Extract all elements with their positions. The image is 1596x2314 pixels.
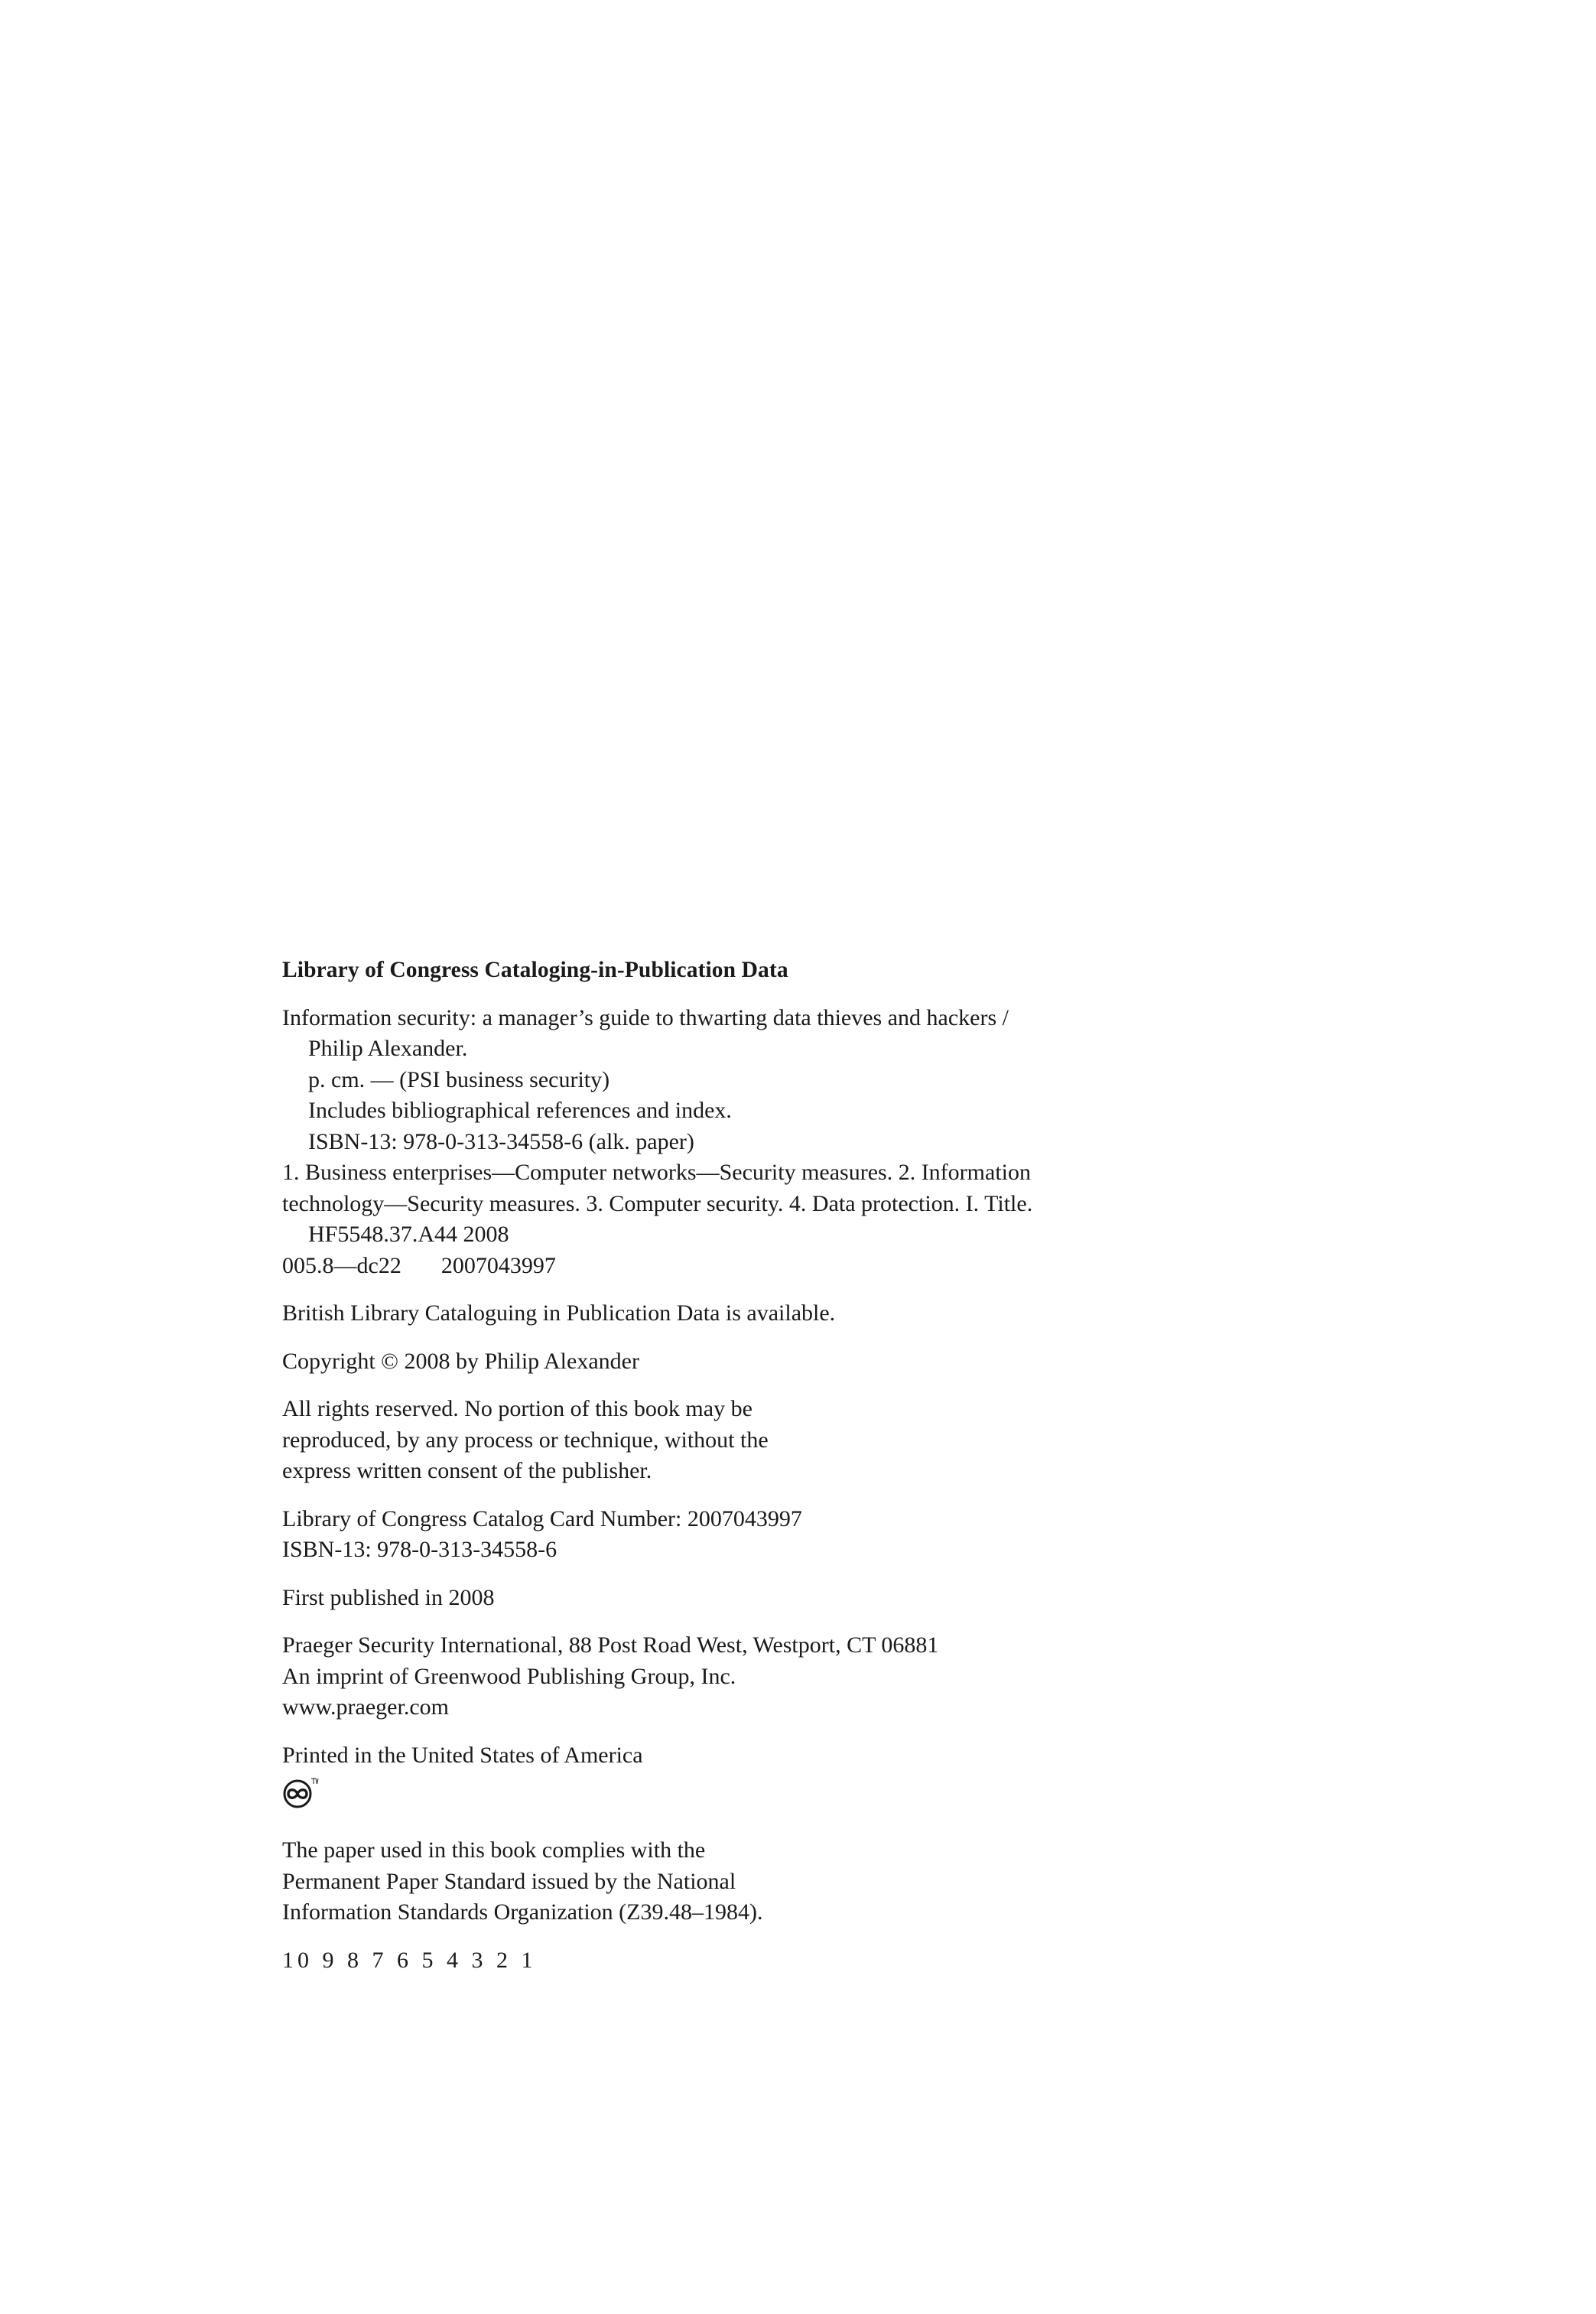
catalog-info xyxy=(282,1504,1307,1566)
cip-record xyxy=(282,1003,1307,1282)
paper-line-3: Information Standards Organization (Z39.48–1984). xyxy=(282,1899,763,1925)
publisher-website: www.praeger.com xyxy=(282,1694,449,1720)
first-published: First published in 2008 xyxy=(282,1584,495,1610)
copyright-line: Copyright © 2008 by Philip Alexander xyxy=(282,1348,639,1374)
cip-series: p. cm. — (PSI business security) xyxy=(308,1066,610,1092)
cip-dewey-line xyxy=(282,1251,1307,1282)
british-library-note: British Library Cataloguing in Publication Data is available. xyxy=(282,1300,836,1326)
cip-subjects-line-1: 1. Business enterprises—Computer networks—Security measures. 2. Information xyxy=(282,1160,1031,1185)
paper-line-1: The paper used in this book complies with the xyxy=(282,1837,706,1863)
publisher-address: Praeger Security International, 88 Post Road West, Westport, CT 06881 xyxy=(282,1632,939,1658)
cip-title-line-2: Philip Alexander. xyxy=(308,1036,468,1061)
print-line: 10 9 8 7 6 5 4 3 2 1 xyxy=(282,1947,537,1973)
catalog-isbn: ISBN-13: 978-0-313-34558-6 xyxy=(282,1537,557,1562)
paper-line-2: Permanent Paper Standard issued by the National xyxy=(282,1868,736,1894)
rights-line-3: express written consent of the publisher. xyxy=(282,1458,652,1483)
cip-lc-class: HF5548.37.A44 2008 xyxy=(308,1222,509,1247)
permanent-paper-infinity-icon xyxy=(281,1775,319,1809)
cip-isbn: ISBN-13: 978-0-313-34558-6 (alk. paper) xyxy=(308,1128,694,1154)
cip-dewey: 005.8—dc22 xyxy=(282,1252,401,1278)
rights-statement xyxy=(282,1394,1307,1487)
cip-lccn: 2007043997 xyxy=(440,1252,556,1278)
publisher-info xyxy=(282,1630,1307,1723)
cip-title-line-1: Information security: a manager’s guide to thwarting data thieves and hackers / xyxy=(282,1004,1009,1030)
copyright-block xyxy=(282,955,1307,1993)
publisher-imprint: An imprint of Greenwood Publishing Group, Inc. xyxy=(282,1663,736,1689)
catalog-card-number: Library of Congress Catalog Card Number: 2007043997 xyxy=(282,1505,802,1531)
cip-heading: Library of Congress Cataloging-in-Publication Data xyxy=(282,958,788,982)
cip-notes: Includes bibliographical references and index. xyxy=(308,1098,732,1123)
rights-line-1: All rights reserved. No portion of this book may be xyxy=(282,1396,752,1421)
cip-subjects-line-2: technology—Security measures. 3. Computer security. 4. Data protection. I. Title. xyxy=(282,1190,1033,1216)
printed-in: Printed in the United States of America xyxy=(282,1742,643,1768)
rights-line-2: reproduced, by any process or technique, without the xyxy=(282,1427,769,1453)
paper-standard xyxy=(282,1835,1307,1928)
